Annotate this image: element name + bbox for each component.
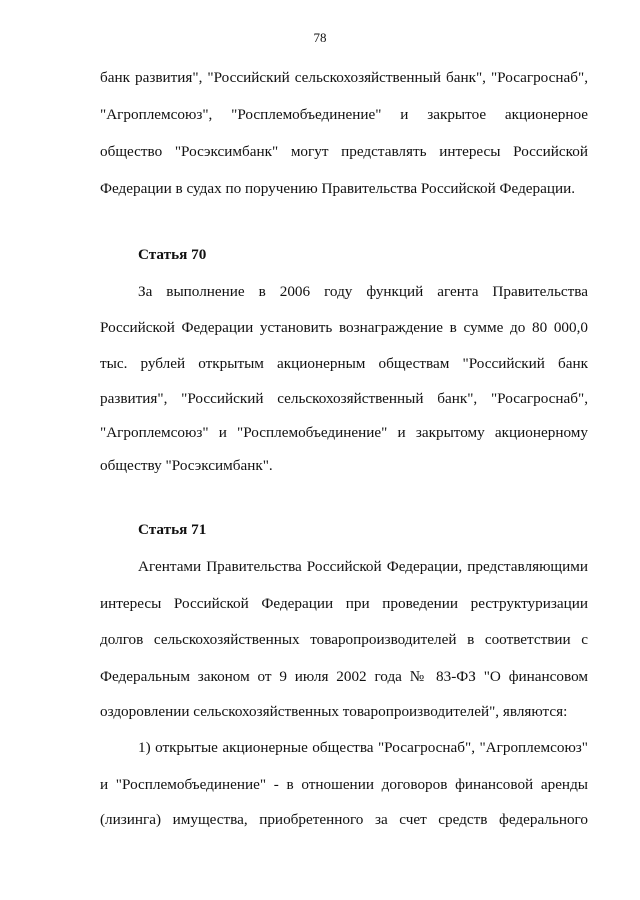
text-line: (лизинга) имущества, приобретенного за счет средств федерального: [100, 811, 588, 828]
text-line: "Агроплемсоюз" и "Росплемобъединение" и закрытому акционерному: [100, 424, 588, 441]
text-line: долгов сельскохозяйственных товаропроизводителей в соответствии с: [100, 631, 588, 648]
text-line: банк развития", "Российский сельскохозяйственный банк", "Росагроснаб",: [100, 69, 588, 86]
text-line: развития", "Российский сельскохозяйственный банк", "Росагроснаб",: [100, 390, 588, 407]
text-line: тыс. рублей открытым акционерным обществам "Российский банк: [100, 355, 588, 372]
text-line: 1) открытые акционерные общества "Росагроснаб", "Агроплемсоюз": [138, 739, 588, 756]
text-line: общество "Росэксимбанк" могут представлять интересы Российской: [100, 143, 588, 160]
article-heading: Статья 70: [138, 246, 207, 263]
text-line: оздоровлении сельскохозяйственных товаропроизводителей", являются:: [100, 703, 568, 720]
article-heading: Статья 71: [138, 521, 207, 538]
text-line: За выполнение в 2006 году функций агента Правительства: [138, 283, 588, 300]
text-line: Федерации в судах по поручению Правительства Российской Федерации.: [100, 180, 576, 197]
text-line: "Агроплемсоюз", "Росплемобъединение" и закрытое акционерное: [100, 106, 588, 123]
text-line: Российской Федерации установить вознаграждение в сумме до 80 000,0: [100, 319, 588, 336]
text-line: Агентами Правительства Российской Федерации, представляющими: [138, 558, 588, 575]
page-number: 78: [313, 30, 327, 45]
text-line: обществу "Росэксимбанк".: [100, 457, 273, 474]
text-line: и "Росплемобъединение" - в отношении договоров финансовой аренды: [100, 776, 588, 793]
text-line: Федеральным законом от 9 июля 2002 года № 83-ФЗ "О финансовом: [100, 668, 588, 685]
text-line: интересы Российской Федерации при проведении реструктуризации: [100, 595, 588, 612]
